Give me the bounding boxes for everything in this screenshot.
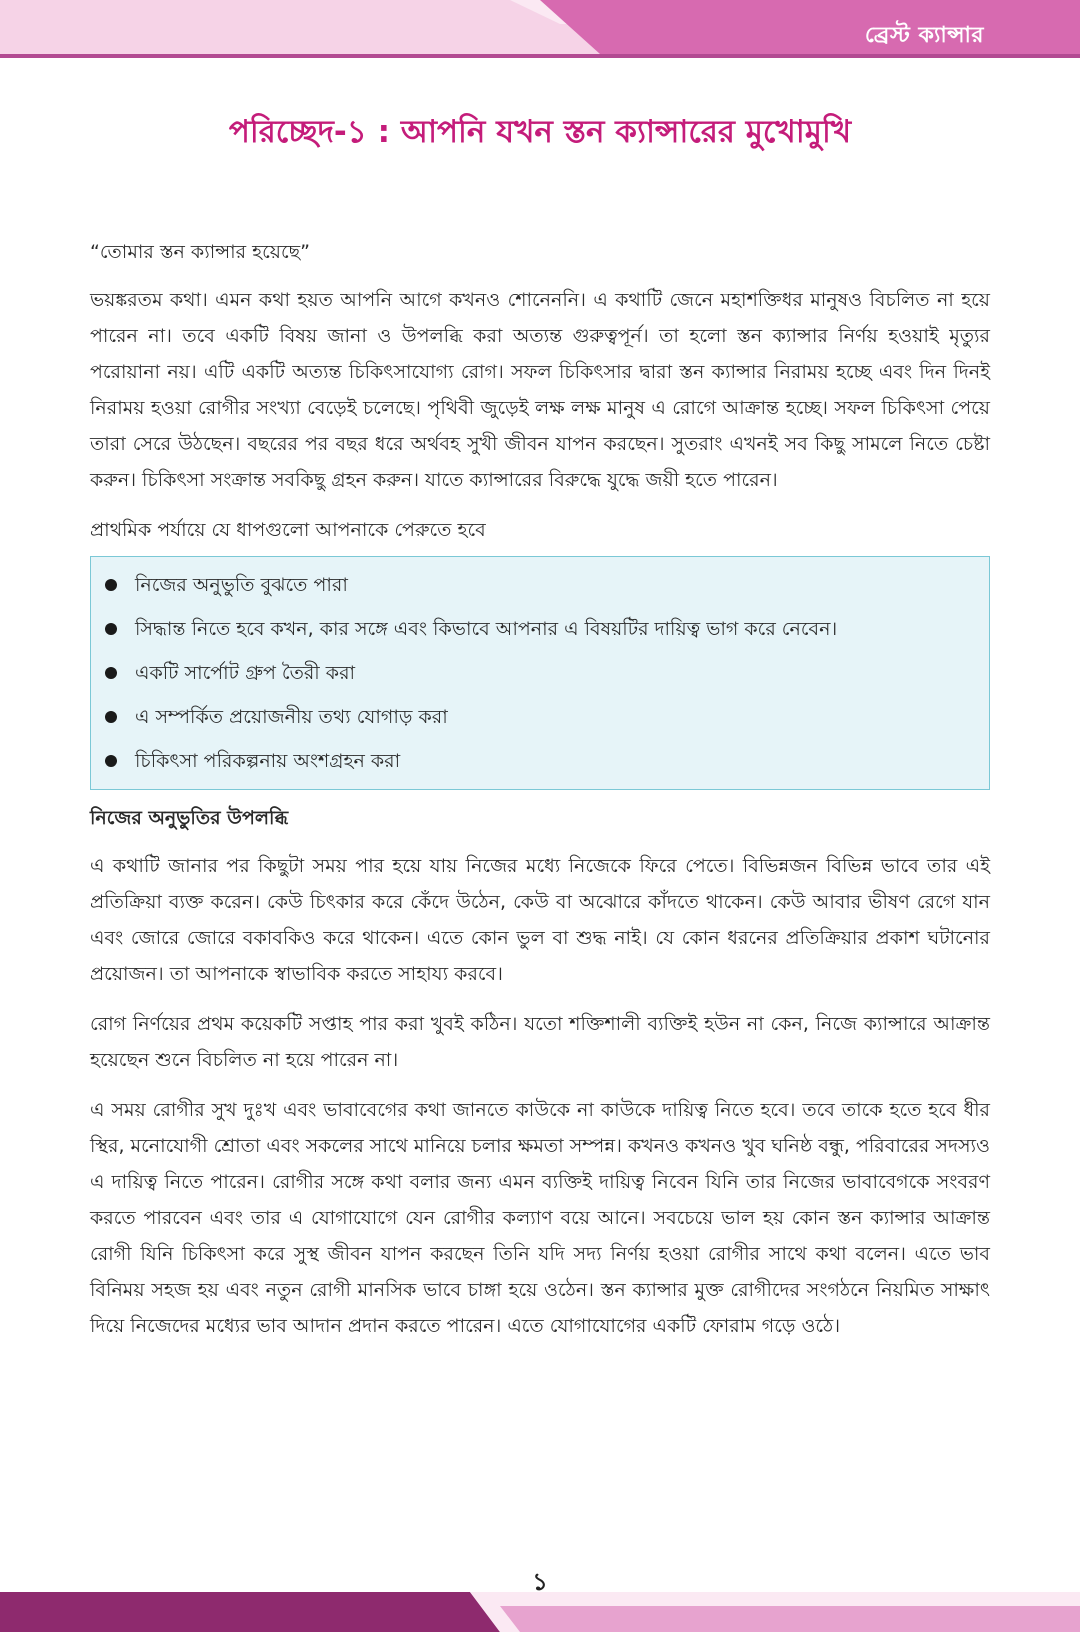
step-item bbox=[105, 651, 969, 695]
step-item bbox=[105, 607, 969, 651]
section-paragraph: এ সময় রোগীর সুখ দুঃখ এবং ভাবাবেগের কথা জানতে কাউকে না কাউকে দায়িত্ব নিতে হবে। তবে তাকে হতে হবে ধীর স্থির, মনোযোগী শ্রোতা এবং সকলের সাথে মানিয়ে চলার ক্ষমতা সম্পন্ন। কখনও কখনও খুব ঘনিষ্ঠ বন্ধু, পরিবারের সদস্যও এ দায়িত্ব নিতে পারেন। রোগীর সঙ্গে কথা বলার জন্য এমন ব্যক্তিই দায়িত্ব নিবেন যিনি তার নিজের ভাবাবেগকে সংবরণ করতে পারবেন এবং তার এ যোগাযোগে যেন রোগীর কল্যাণ বয়ে আনে। সবচেয়ে ভাল হয় কোন স্তন ক্যান্সার আক্রান্ত রোগী যিনি চিকিৎসা করে সুস্থ জীবন যাপন করছেন তিনি যদি সদ্য নির্ণয় হওয়া রোগীর সাথে কথা বলেন। এতে ভাব বিনিময় সহজ হয় এবং নতুন রোগী মানসিক ভাবে চাঙ্গা হয়ে ওঠেন। স্তন ক্যান্সার মুক্ত রোগীদের সংগঠনে নিয়মিত সাক্ষাৎ দিয়ে নিজেদের মধ্যের ভাব আদান প্রদান করতে পারেন। এতে যোগাযোগের একটি ফোরাম গড়ে ওঠে। bbox=[90, 1099, 990, 1337]
step-text: একটি সার্পোট গ্রুপ তৈরী করা bbox=[135, 662, 356, 684]
step-item bbox=[105, 563, 969, 607]
step-text: সিদ্ধান্ত নিতে হবে কখন, কার সঙ্গে এবং কিভাবে আপনার এ বিষয়টির দায়িত্ব ভাগ করে নেবেন। bbox=[135, 618, 838, 640]
bullet-icon bbox=[105, 667, 117, 679]
page-content bbox=[90, 234, 990, 1358]
section-paragraph: এ কথাটি জানার পর কিছুটা সময় পার হয়ে যায় নিজের মধ্যে নিজেকে ফিরে পেতে। বিভিন্নজন বিভিন্ন ভাবে তার এই প্রতিক্রিয়া ব্যক্ত করেন। কেউ চিৎকার করে কেঁদে উঠেন, কেউ বা অঝোরে কাঁদতে থাকেন। কেউ আবার ভীষণ রেগে যান এবং জোরে জোরে বকাবকিও করে থাকেন। এতে কোন ভুল বা শুদ্ধ নাই। যে কোন ধরনের প্রতিক্রিয়ার প্রকাশ ঘটানোর প্রয়োজন। তা আপনাকে স্বাভাবিক করতে সাহায্য করবে। bbox=[90, 855, 990, 985]
intro-paragraph: ভয়ঙ্করতম কথা। এমন কথা হয়ত আপনি আগে কখনও শোনেননি। এ কথাটি জেনে মহাশক্তিধর মানুষও বিচলিত না হয়ে পারেন না। তবে একটি বিষয় জানা ও উপলব্ধি করা অত্যন্ত গুরুত্বপূর্ন। তা হলো স্তন ক্যান্সার নির্ণয় হওয়াই মৃত্যুর পরোয়ানা নয়। এটি একটি অত্যন্ত চিকিৎসাযোগ্য রোগ। সফল চিকিৎসার দ্বারা স্তন ক্যান্সার নিরাময় হচ্ছে এবং দিন দিনই নিরাময় হওয়া রোগীর সংখ্যা বেড়েই চলেছে। পৃথিবী জুড়েই লক্ষ লক্ষ মানুষ এ রোগে আক্রান্ত হচ্ছে। সফল চিকিৎসা পেয়ে তারা সেরে উঠছেন। বছরের পর বছর ধরে অর্থবহ সুখী জীবন যাপন করছেন। সুতরাং এখনই সব কিছু সামলে নিতে চেষ্টা করুন। চিকিৎসা সংক্রান্ত সবকিছু গ্রহন করুন। যাতে ক্যান্সারের বিরুদ্ধে যুদ্ধে জয়ী হতে পারেন। bbox=[90, 289, 990, 491]
bullet-icon bbox=[105, 623, 117, 635]
step-item bbox=[105, 739, 969, 783]
opening-quote: “তোমার স্তন ক্যান্সার হয়েছে” bbox=[90, 241, 310, 263]
step-item bbox=[105, 695, 969, 739]
step-text: নিজের অনুভুতি বুঝতে পারা bbox=[135, 574, 348, 596]
section-paragraph: রোগ নির্ণয়ের প্রথম কয়েকটি সপ্তাহ পার করা খুবই কঠিন। যতো শক্তিশালী ব্যক্তিই হউন না কেন, নিজে ক্যান্সারে আক্রান্ত হয়েছেন শুনে বিচলিত না হয়ে পারেন না। bbox=[90, 1013, 990, 1071]
bullet-icon bbox=[105, 711, 117, 723]
page-number: ১ bbox=[532, 1568, 548, 1596]
section-heading: নিজের অনুভুতির উপলব্ধি bbox=[90, 807, 289, 829]
steps-intro: প্রাথমিক পর্যায়ে যে ধাপগুলো আপনাকে পেরুতে হবে bbox=[90, 519, 486, 541]
bullet-icon bbox=[105, 579, 117, 591]
bullet-icon bbox=[105, 755, 117, 767]
step-text: এ সম্পর্কিত প্রয়োজনীয় তথ্য যোগাড় করা bbox=[135, 706, 448, 728]
steps-box bbox=[90, 556, 990, 790]
header-label: ব্রেস্ট ক্যান্সার bbox=[864, 23, 984, 48]
step-text: চিকিৎসা পরিকল্পনায় অংশগ্রহন করা bbox=[135, 750, 401, 772]
chapter-title: পরিচ্ছেদ-১ : আপনি যখন স্তন ক্যান্সারের মুখোমুখি bbox=[228, 114, 852, 150]
